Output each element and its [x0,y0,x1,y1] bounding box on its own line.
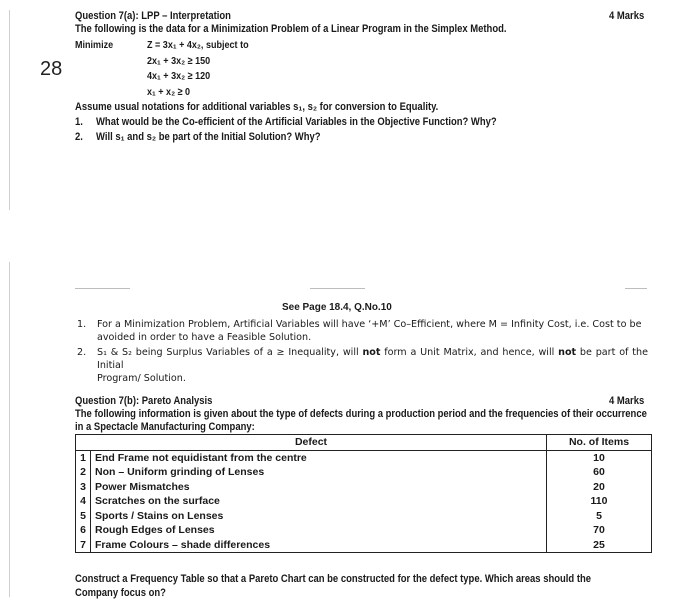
constraint-2: 4x₁ + 3x₂ ≥ 120 [147,70,211,82]
scan-edge-left-lower [9,262,10,597]
solution-point-2-line2: Program/ Solution. [97,373,186,384]
defect-cell: End Frame not equidistant from the centre [91,450,547,465]
constraint-1: 2x₁ + 3x₂ ≥ 150 [147,55,211,67]
defect-cell: Sports / Stains on Lenses [91,509,547,524]
defect-cell: Scratches on the surface [91,494,547,509]
minimize-label: Minimize [75,39,114,51]
row-number: 6 [76,523,91,538]
table-row [76,494,652,509]
items-cell: 10 [547,450,652,465]
items-cell: 60 [547,465,652,480]
question-a-item-text: Will s₁ and s₂ be part of the Initial Solution? Why? [96,131,321,143]
defects-table [75,434,652,553]
solution-point-1 [97,318,648,344]
solution-point-2 [97,346,648,385]
page-number: 28 [40,58,63,80]
items-cell: 20 [547,480,652,495]
question-b-title: Question 7(b): Pareto Analysis [75,395,213,407]
defect-column-header: Defect [76,435,547,451]
solution-point-1-line2: avoided in order to have a Feasible Solution. [97,332,312,343]
defect-cell: Frame Colours – shade differences [91,538,547,553]
items-column-header: No. of Items [547,435,652,451]
objective-function: Z = 3x₁ + 4x₂, subject to [147,39,249,51]
emphasis-not: not [362,347,381,358]
row-number: 4 [76,494,91,509]
solution-point-2-line1: S₁ & S₂ being Surplus Variables of a ≥ Inequality, will not form a Unit Matrix, and hence, will not be part of the Initial [97,347,648,371]
items-cell: 70 [547,523,652,538]
items-cell: 5 [547,509,652,524]
question-b-task-line2: Company focus on? [75,587,166,599]
assumption-text: Assume usual notations for additional variables s₁, s₂ for conversion to Equality. [75,101,439,113]
defect-cell: Power Mismatches [91,480,547,495]
row-number: 7 [76,538,91,553]
items-cell: 25 [547,538,652,553]
table-row [76,450,652,465]
question-a-item-number: 1. [75,116,83,128]
table-row [76,523,652,538]
scan-divider-center [310,288,365,289]
question-b-marks: 4 Marks [609,395,645,407]
solution-point-number: 1. [77,319,87,330]
scan-edge-left [9,10,10,210]
table-header-row [76,435,652,451]
question-b-intro-line2: in a Spectacle Manufacturing Company: [75,421,255,433]
defect-cell: Rough Edges of Lenses [91,523,547,538]
table-row [76,538,652,553]
question-a-item-text: What would be the Co-efficient of the Artificial Variables in the Objective Function? Why? [96,116,497,128]
question-b-intro-line1: The following information is given about the type of defects during a production period and the frequencies of their occurrence [75,408,647,420]
solution-reference: See Page 18.4, Q.No.10 [282,301,392,313]
scan-divider-left [75,288,130,289]
question-a-item-number: 2. [75,131,83,143]
row-number: 2 [76,465,91,480]
table-row [76,509,652,524]
constraint-3: x₁ + x₂ ≥ 0 [147,86,191,98]
scan-divider-right [625,288,647,289]
items-cell: 110 [547,494,652,509]
defect-cell: Non – Uniform grinding of Lenses [91,465,547,480]
question-a-intro: The following is the data for a Minimization Problem of a Linear Program in the Simplex Method. [75,23,507,35]
solution-point-number: 2. [77,347,87,358]
row-number: 3 [76,480,91,495]
question-b-task-line1: Construct a Frequency Table so that a Pareto Chart can be constructed for the defect type. Which areas should the [75,573,592,585]
row-number: 1 [76,450,91,465]
row-number: 5 [76,509,91,524]
emphasis-not: not [558,347,577,358]
table-row [76,465,652,480]
question-a-marks: 4 Marks [609,10,645,22]
question-a-title: Question 7(a): LPP – Interpretation [75,10,231,22]
table-row [76,480,652,495]
solution-point-1-line1: For a Minimization Problem, Artificial Variables will have ‘+M’ Co–Efficient, where M = Infinity Cost, i.e. Cost to be [97,319,642,330]
